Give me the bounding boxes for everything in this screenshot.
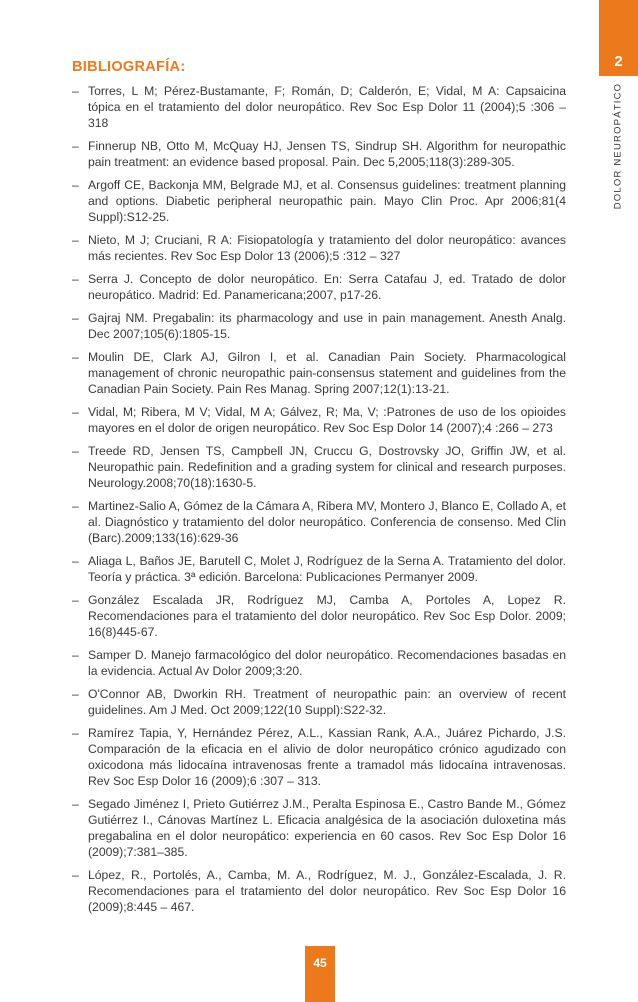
reference-item: – Treede RD, Jensen TS, Campbell JN, Cruccu G, Dostrovsky JO, Griffin JW, et al. Neuropathic pain. Redefinition and a grading system for clinical and research purposes. Neurology.2008;70(18):1630-5. [72, 443, 566, 491]
reference-item: – Argoff CE, Backonja MM, Belgrade MJ, et al. Consensus guidelines: treatment planning and options. Diabetic peripheral neuropathic pain. Mayo Clin Proc. Apr 2006;81(4 Suppl):S12-25. [72, 177, 566, 225]
reference-item: – O'Connor AB, Dworkin RH. Treatment of neuropathic pain: an overview of recent guidelines. Am J Med. Oct 2009;122(10 Suppl):S22-32. [72, 686, 566, 718]
reference-item: – Samper D. Manejo farmacológico del dolor neuropático. Recomendaciones basadas en la evidencia. Actual Av Dolor 2009;3:20. [72, 647, 566, 679]
reference-item: – Segado Jiménez I, Prieto Gutiérrez J.M., Peralta Espinosa E., Castro Bande M., Gómez Gutiérrez I., Cánovas Martínez L. Eficacia analgésica de la asociación duloxetina más pregabalina en el dolor neuropático: experiencia en 60 casos. Rev Soc Esp Dolor 16 (2009);7:381–385. [72, 796, 566, 860]
reference-item: – Ramírez Tapia, Y, Hernández Pérez, A.L., Kassian Rank, A.A., Juárez Pichardo, J.S. Comparación de la eficacia en el alivio de dolor neuropático crónico agudizado con oxicodona más lidocaína intravenosas frente a tramadol más lidocaína intravenosas. Rev Soc Esp Dolor 16 (2009);6 :307 – 313. [72, 725, 566, 789]
reference-item: – Vidal, M; Ribera, M V; Vidal, M A; Gálvez, R; Ma, V; :Patrones de uso de los opioides mayores en el dolor de origen neuropático. Rev Soc Esp Dolor 14 (2007);4 :266 – 273 [72, 404, 566, 436]
reference-item: – Torres, L M; Pérez-Bustamante, F; Román, D; Calderón, E; Vidal, M A: Capsaicina tópica en el tratamiento del dolor neuropático. Rev Soc Esp Dolor 11 (2004);5 :306 – 318 [72, 83, 566, 131]
reference-item: – González Escalada JR, Rodríguez MJ, Camba A, Portoles A, Lopez R. Recomendaciones para el tratamiento del dolor neuropático. Rev Soc Esp Dolor. 2009; 16(8)445-67. [72, 592, 566, 640]
reference-item: – Gajraj NM. Pregabalin: its pharmacology and use in pain management. Anesth Analg. Dec 2007;105(6):1805-15. [72, 310, 566, 342]
reference-item: – López, R., Portolés, A., Camba, M. A., Rodríguez, M. J., González-Escalada, J. R. Recomendaciones para el tratamiento del dolor neuropático. Rev Soc Esp Dolor 16 (2009);8:445 – 467. [72, 867, 566, 915]
page-number-tab [305, 946, 335, 1002]
chapter-tab [599, 0, 638, 76]
page-number: 45 [313, 956, 327, 970]
reference-item: – Serra J. Concepto de dolor neuropático. En: Serra Catafau J, ed. Tratado de dolor neuropático. Madrid: Ed. Panamericana;2007, p17-26. [72, 271, 566, 303]
reference-item: – Moulin DE, Clark AJ, Gilron I, et al. Canadian Pain Society. Pharmacological management of chronic neuropathic pain-consensus statement and guidelines from the Canadian Pain Society. Pain Res Manag. Spring 2007;12(1):13-21. [72, 349, 566, 397]
reference-item: – Finnerup NB, Otto M, McQuay HJ, Jensen TS, Sindrup SH. Algorithm for neuropathic pain treatment: an evidence based proposal. Pain. Dec 5,2005;118(3):289-305. [72, 138, 566, 170]
reference-item: – Martinez-Salio A, Gómez de la Cámara A, Ribera MV, Montero J, Blanco E, Collado A, et al. Diagnóstico y tratamiento del dolor neuropático. Conferencia de consenso. Med Clin (Barc).2009;133(16):629-36 [72, 498, 566, 546]
reference-list [72, 83, 566, 922]
side-section-label: DOLOR NEUROPÁTICO [612, 82, 624, 210]
reference-item: – Nieto, M J; Cruciani, R A: Fisiopatología y tratamiento del dolor neuropático: avances más recientes. Rev Soc Esp Dolor 13 (2006);5 :312 – 327 [72, 232, 566, 264]
reference-item: – Aliaga L, Baños JE, Barutell C, Molet J, Rodríguez de la Serna A. Tratamiento del dolor. Teoría y práctica. 3ª edición. Barcelona: Publicaciones Permanyer 2009. [72, 553, 566, 585]
chapter-number: 2 [614, 53, 623, 70]
section-heading: BIBLIOGRAFÍA: [72, 59, 186, 75]
